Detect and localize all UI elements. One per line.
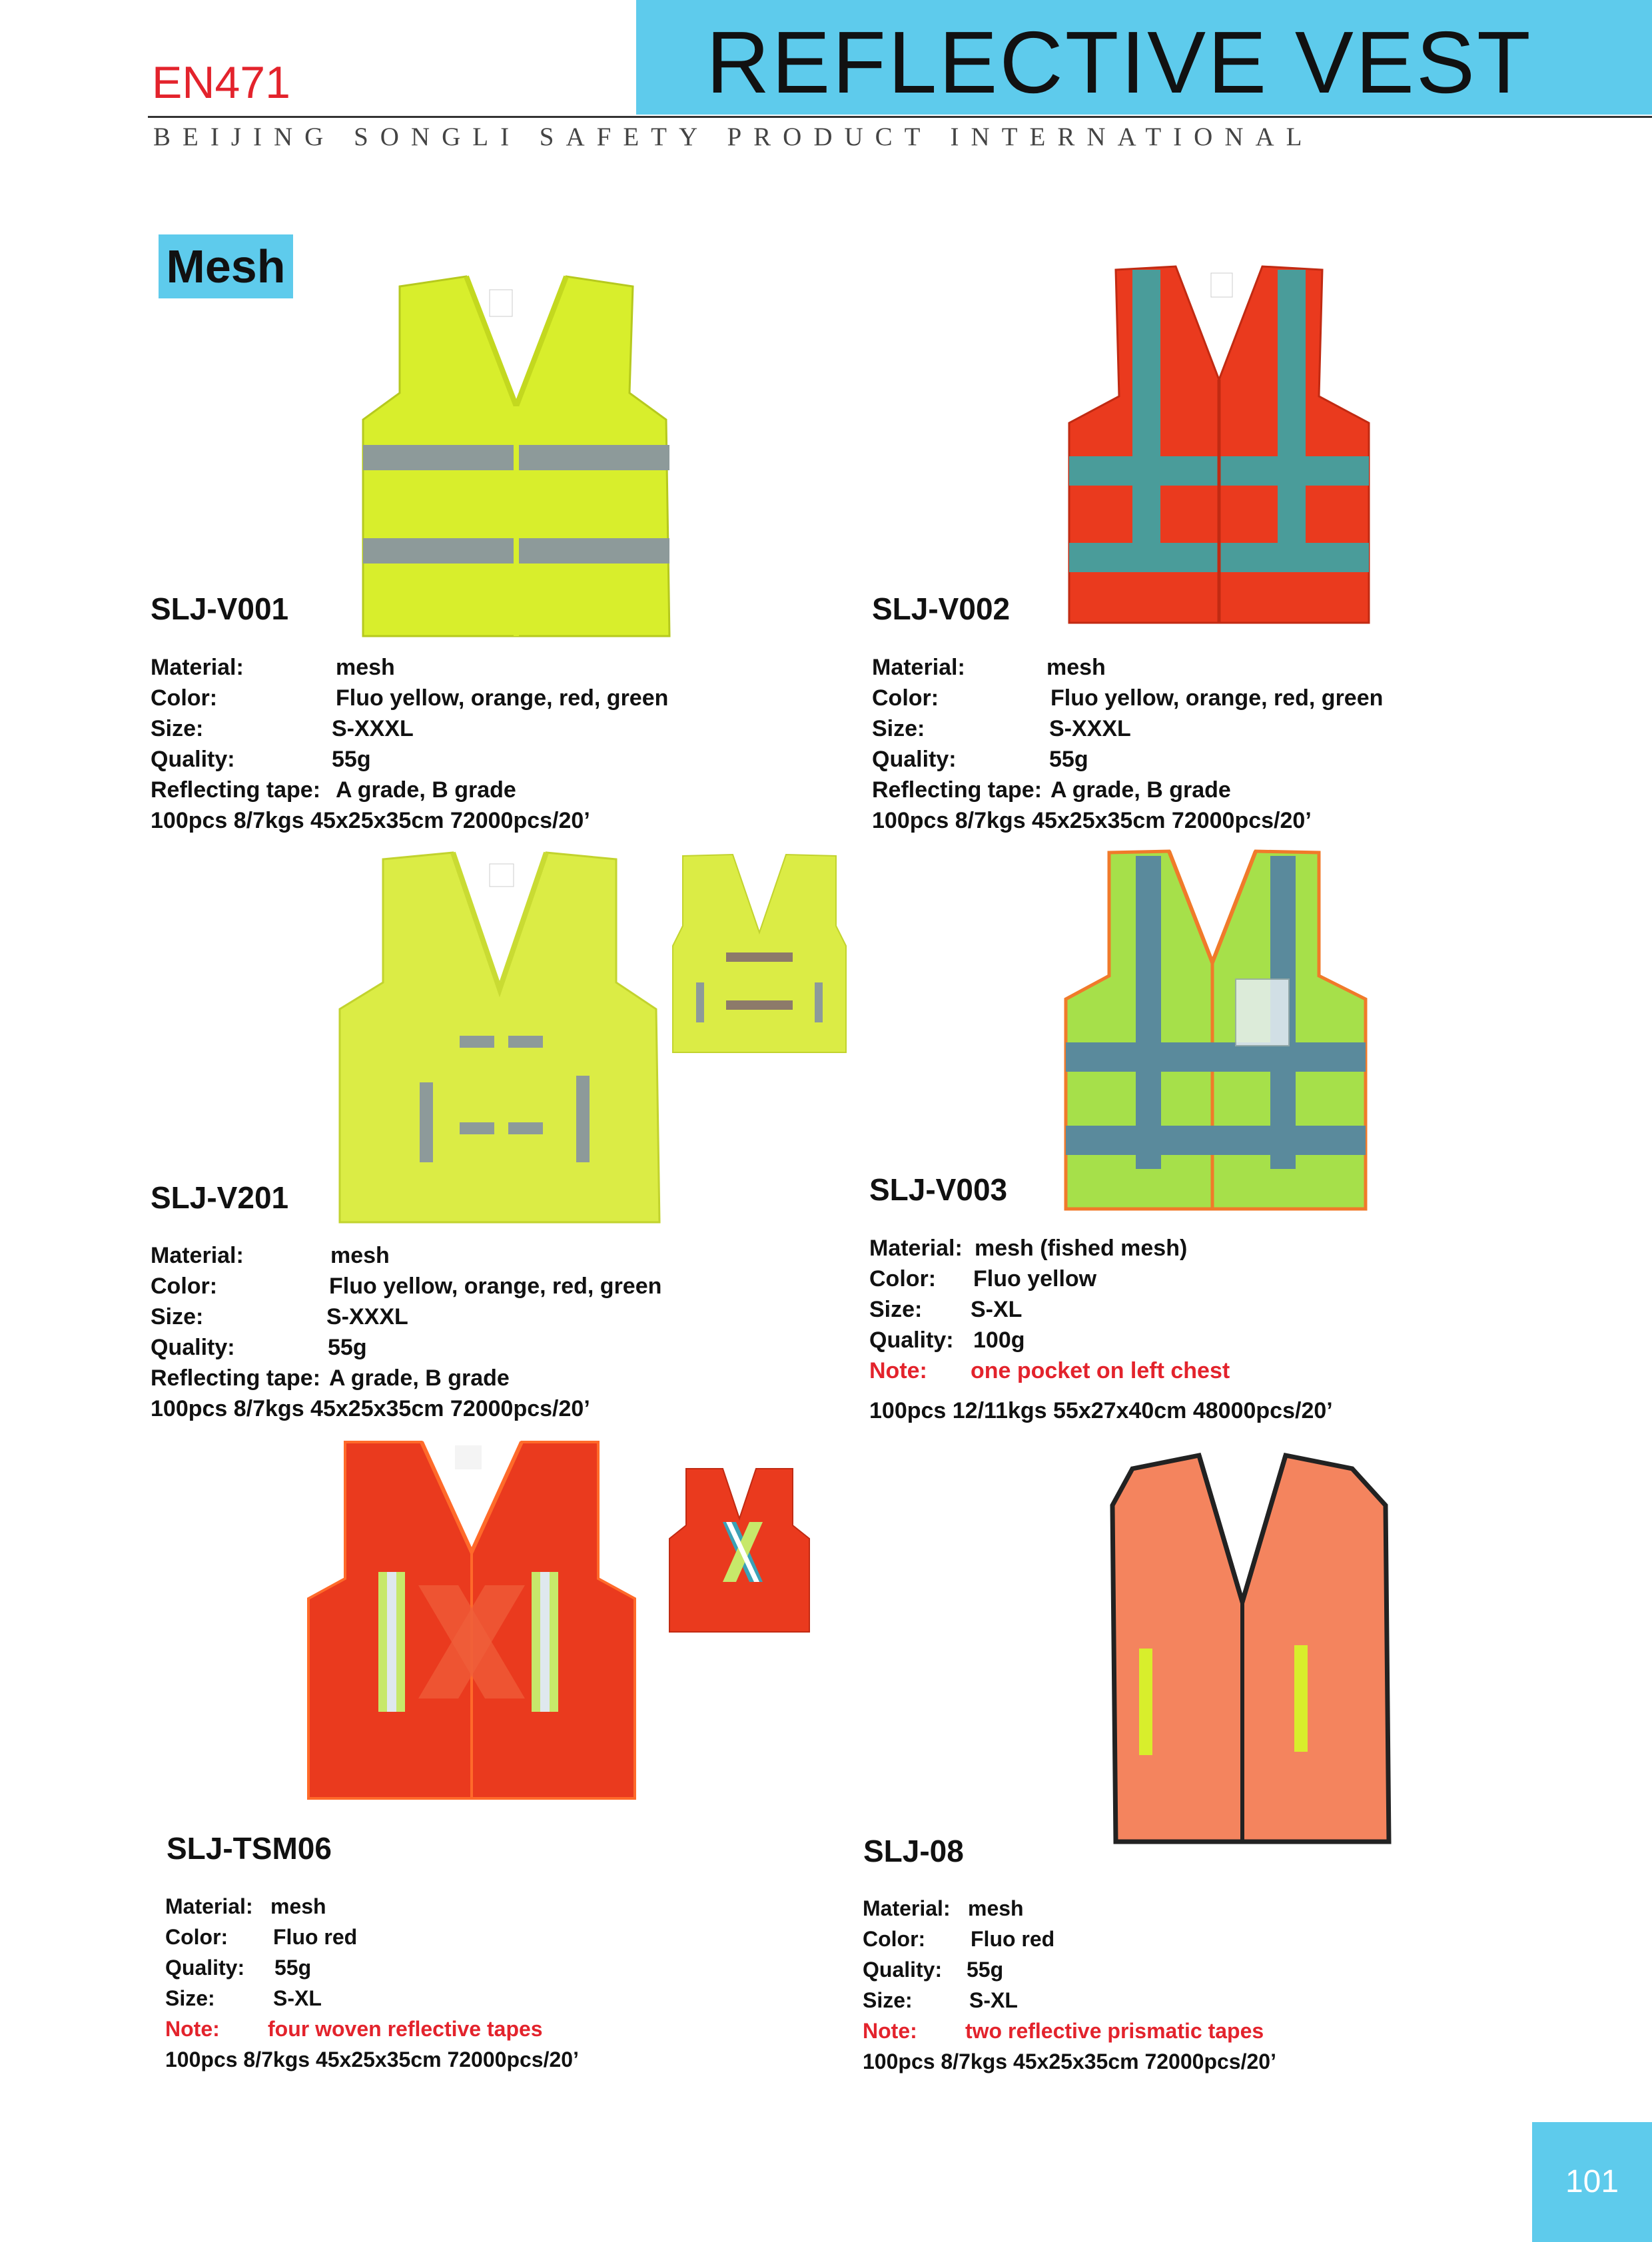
spec-label: Color: [872,685,939,711]
spec-value: S-XXXL [332,716,414,741]
spec-row [863,1985,1409,2016]
spec-value: mesh [968,1896,1024,1920]
product-code: SLJ-V002 [872,591,1011,626]
spec-value: mesh [1046,655,1106,680]
packing-info: 100pcs 8/7kgs 45x25x35cm 72000pcs/20’ [863,2050,1276,2073]
spec-list [151,1240,723,1424]
spec-label: Quality: [151,1335,235,1360]
spec-label: Color: [151,685,218,711]
spec-label: Size: [151,1304,204,1329]
spec-label: Quality: [151,747,235,772]
spec-value: mesh [336,655,395,680]
spec-row [863,1924,1409,1954]
spec-label: Reflecting tape: [151,777,321,803]
spec-value: A grade, B grade [1050,777,1231,803]
spec-row [872,775,1445,805]
packing-info: 100pcs 8/7kgs 45x25x35cm 72000pcs/20’ [151,808,590,833]
packing-info: 100pcs 12/11kgs 55x27x40cm 48000pcs/20’ [869,1398,1333,1423]
spec-value: 55g [1049,747,1088,772]
spec-row [869,1294,1442,1325]
standard-label: EN471 [152,57,290,108]
packing-info: 100pcs 8/7kgs 45x25x35cm 72000pcs/20’ [165,2048,579,2071]
spec-value: Fluo red [273,1925,358,1949]
spec-row [151,1271,723,1302]
product-image-slj-v001 [353,273,679,643]
spec-value: S-XL [273,1986,322,2010]
company-name: BEIJING SONGLI SAFETY PRODUCT INTERNATIONAL [153,123,1314,151]
product-image-slj-v201 [336,849,663,1229]
spec-value: A grade, B grade [336,777,516,803]
spec-label: Size: [151,716,204,741]
spec-label: Quality: [872,747,957,772]
spec-row [151,775,723,805]
spec-value: 55g [967,1958,1004,1982]
note-label: Note: [869,1358,927,1383]
spec-label: Size: [165,1986,215,2010]
note-label: Note: [863,2019,917,2043]
spec-value: S-XXXL [326,1304,408,1329]
spec-note-row [165,2014,711,2044]
spec-row [151,1302,723,1332]
spec-row [151,683,723,713]
product-code: SLJ-V003 [869,1172,1008,1207]
note-value: two reflective prismatic tapes [965,2019,1264,2043]
product-code: SLJ-V001 [151,591,289,626]
spec-list [165,1891,711,2075]
note-label: Note: [165,2017,220,2041]
spec-row [151,713,723,744]
page-number: 101 [1532,2122,1652,2242]
spec-value: Fluo yellow, orange, red, green [336,685,669,711]
packing-info: 100pcs 8/7kgs 45x25x35cm 72000pcs/20’ [151,1396,590,1421]
product-code: SLJ-TSM06 [167,1831,332,1866]
header-divider [148,116,1652,118]
spec-value: A grade, B grade [329,1365,510,1391]
spec-row [863,2046,1409,2077]
spec-row [165,1952,711,1983]
product-image-slj-v003 [1062,849,1369,1212]
spec-list [869,1233,1442,1426]
product-image-slj-08 [1106,1442,1392,1845]
spec-value: S-XL [971,1297,1023,1322]
product-image-slj-v002 [1066,263,1372,626]
spec-list [872,652,1445,836]
spec-value: 55g [274,1956,312,1980]
spec-label: Color: [151,1274,218,1299]
spec-note-row [869,1355,1442,1386]
spec-row [165,1891,711,1922]
spec-label: Color: [863,1927,926,1951]
spec-label: Size: [872,716,925,741]
spec-value: Fluo yellow, orange, red, green [329,1274,662,1299]
spec-value: Fluo yellow, orange, red, green [1050,685,1384,711]
product-code: SLJ-08 [863,1834,964,1868]
product-code: SLJ-V201 [151,1180,289,1215]
spec-label: Material: [165,1894,253,1918]
spec-label: Size: [869,1297,923,1322]
spec-label: Reflecting tape: [151,1365,321,1391]
spec-note-row [863,2016,1409,2046]
spec-row [165,1922,711,1952]
spec-row [151,1332,723,1363]
packing-info: 100pcs 8/7kgs 45x25x35cm 72000pcs/20’ [872,808,1312,833]
spec-value: mesh [330,1243,390,1268]
note-value: one pocket on left chest [971,1358,1230,1383]
spec-label: Color: [869,1266,937,1292]
spec-label: Material: [872,655,965,680]
product-image-slj-tsm06 [305,1439,638,1802]
spec-row [869,1325,1442,1355]
spec-row [165,2044,711,2075]
spec-label: Size: [863,1988,913,2012]
spec-row [872,652,1445,683]
spec-label: Material: [151,1243,244,1268]
spec-label: Color: [165,1925,228,1949]
spec-row [863,1954,1409,1985]
spec-row [151,805,723,836]
spec-list [151,652,723,836]
spec-value: mesh [270,1894,326,1918]
spec-row [151,1240,723,1271]
section-badge: Mesh [159,234,293,298]
spec-row [872,805,1445,836]
spec-row [165,1983,711,2014]
product-image-slj-tsm06-inset [666,1465,813,1635]
spec-value: Fluo red [971,1927,1055,1951]
spec-value: S-XXXL [1049,716,1131,741]
spec-row [869,1395,1442,1426]
spec-label: Quality: [863,1958,943,1982]
spec-row [872,713,1445,744]
spec-label: Reflecting tape: [872,777,1042,803]
spec-value: 55g [328,1335,367,1360]
spec-row [863,1893,1409,1924]
spec-row [151,652,723,683]
page-title: REFLECTIVE VEST [706,13,1533,111]
spec-value: Fluo yellow [973,1266,1097,1292]
spec-value: 100g [973,1327,1025,1353]
spec-value: mesh (fished mesh) [975,1236,1188,1261]
spec-row [872,683,1445,713]
product-image-slj-v201-inset [669,853,849,1056]
spec-row [151,744,723,775]
spec-row [869,1233,1442,1264]
spec-label: Material: [869,1236,963,1261]
spec-label: Material: [863,1896,951,1920]
spec-value: S-XL [969,1988,1018,2012]
spec-row [151,1363,723,1393]
spec-label: Material: [151,655,244,680]
spec-row [869,1264,1442,1294]
spec-row [872,744,1445,775]
spec-label: Quality: [165,1956,245,1980]
spec-list [863,1893,1409,2077]
spec-label: Quality: [869,1327,954,1353]
spec-row [151,1393,723,1424]
note-value: four woven reflective tapes [268,2017,543,2041]
spec-value: 55g [332,747,371,772]
